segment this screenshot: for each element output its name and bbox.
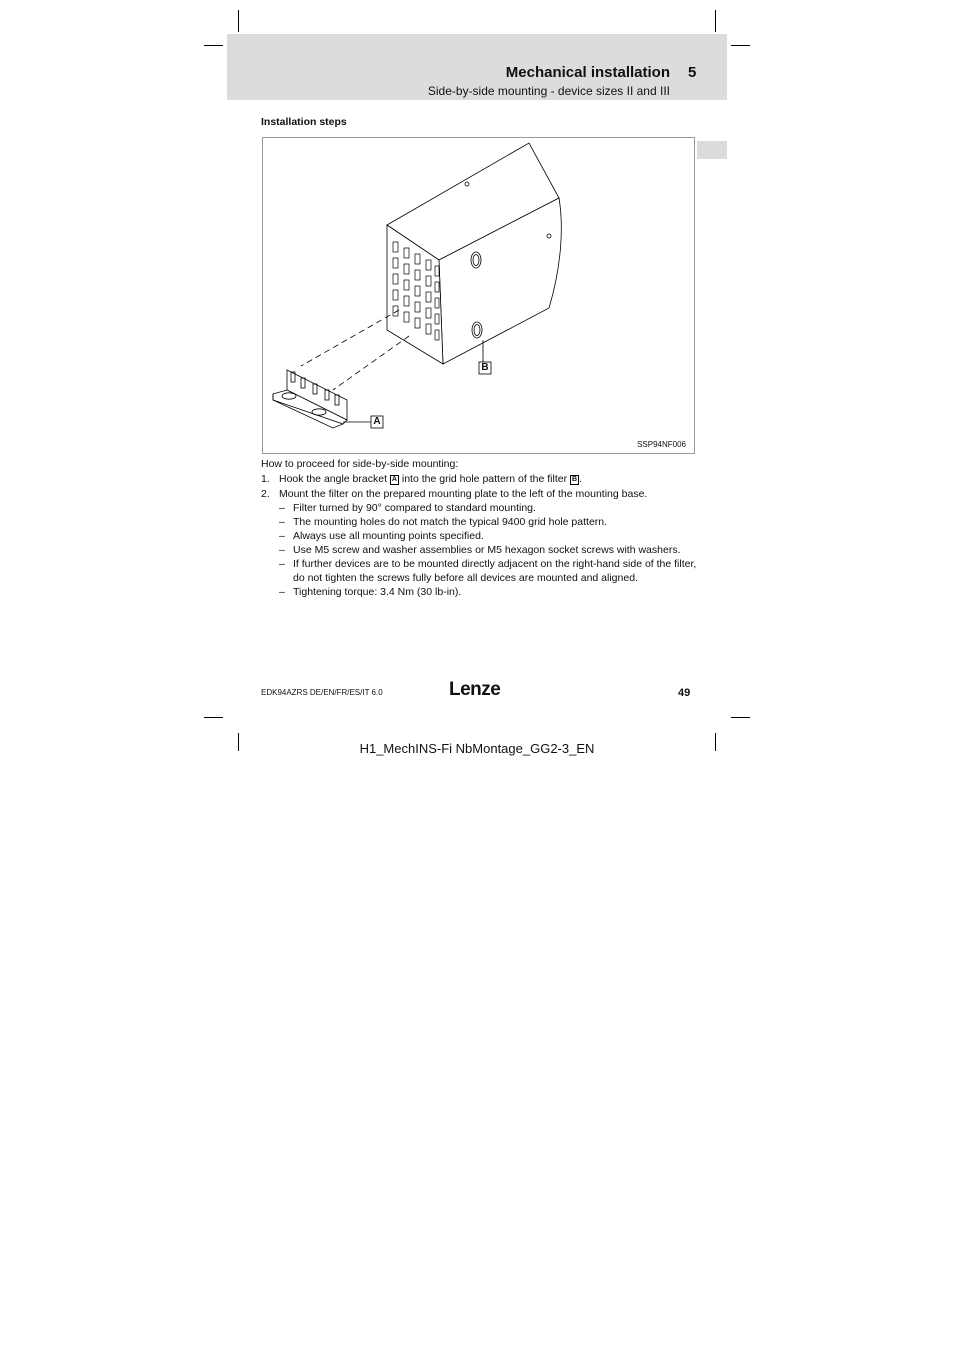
step-number: 2. xyxy=(261,488,270,500)
list-item xyxy=(261,543,701,557)
crop-mark xyxy=(204,45,223,46)
step-text-part: Hook the angle bracket xyxy=(279,473,390,485)
chapter-title: Mechanical installation xyxy=(505,64,670,81)
ref-a: A xyxy=(391,476,397,483)
list-item xyxy=(261,529,701,543)
body-text xyxy=(261,457,701,599)
section-heading: Installation steps xyxy=(261,116,347,128)
dash-bullet: – xyxy=(279,586,285,598)
installation-figure xyxy=(262,137,695,454)
crop-mark xyxy=(731,45,750,46)
step-text-part: into the grid hole pattern of the filter xyxy=(398,473,570,485)
crop-mark xyxy=(731,717,750,718)
document-code: EDK94AZRS DE/EN/FR/ES/IT 6.0 xyxy=(261,688,383,697)
job-label: H1_MechINS-Fi NbMontage_GG2-3_EN xyxy=(359,741,595,756)
chapter-subtitle: Side-by-side mounting - device sizes II and III xyxy=(427,84,670,98)
label-b: B xyxy=(481,362,489,373)
crop-mark xyxy=(715,10,716,32)
dash-text: Filter turned by 90° compared to standard mounting. xyxy=(293,502,536,514)
step-text xyxy=(261,472,701,486)
label-a: A xyxy=(373,416,381,427)
dash-text: Tightening torque: 3.4 Nm (30 lb-in). xyxy=(293,586,462,598)
dash-bullet: – xyxy=(279,544,285,556)
step-text: Mount the filter on the prepared mounting plate to the left of the mounting base. xyxy=(279,488,648,500)
crop-mark xyxy=(238,10,239,32)
step-number: 1. xyxy=(261,473,270,485)
lenze-logo: Lenze xyxy=(449,679,501,700)
list-item xyxy=(261,557,701,585)
ref-b: B xyxy=(572,476,578,483)
dash-bullet: – xyxy=(279,530,285,542)
crop-mark xyxy=(204,717,223,718)
list-item xyxy=(261,487,701,501)
page-number: 49 xyxy=(678,687,691,699)
dash-text: The mounting holes do not match the typical 9400 grid hole pattern. xyxy=(293,516,608,528)
list-item xyxy=(261,515,701,529)
figure-code: SSP94NF006 xyxy=(637,440,686,449)
side-tab-marker xyxy=(697,141,727,159)
dash-bullet: – xyxy=(279,558,285,570)
list-item xyxy=(261,501,701,515)
dash-bullet: – xyxy=(279,502,285,514)
mounting-illustration xyxy=(263,138,694,453)
list-item xyxy=(261,585,701,599)
list-item xyxy=(261,472,701,486)
dash-text: Always use all mounting points specified. xyxy=(293,530,484,542)
dash-text: If further devices are to be mounted directly adjacent on the right-hand side of the filter, do not tighten the screws fully before all devices are mounted and aligned. xyxy=(293,558,697,584)
dash-bullet: – xyxy=(279,516,285,528)
dash-text: Use M5 screw and washer assemblies or M5 hexagon socket screws with washers. xyxy=(293,544,681,556)
step-text-part: . xyxy=(579,473,582,485)
intro-text: How to proceed for side-by-side mounting: xyxy=(261,458,459,470)
angle-bracket xyxy=(273,370,347,428)
chapter-number: 5 xyxy=(688,64,697,81)
